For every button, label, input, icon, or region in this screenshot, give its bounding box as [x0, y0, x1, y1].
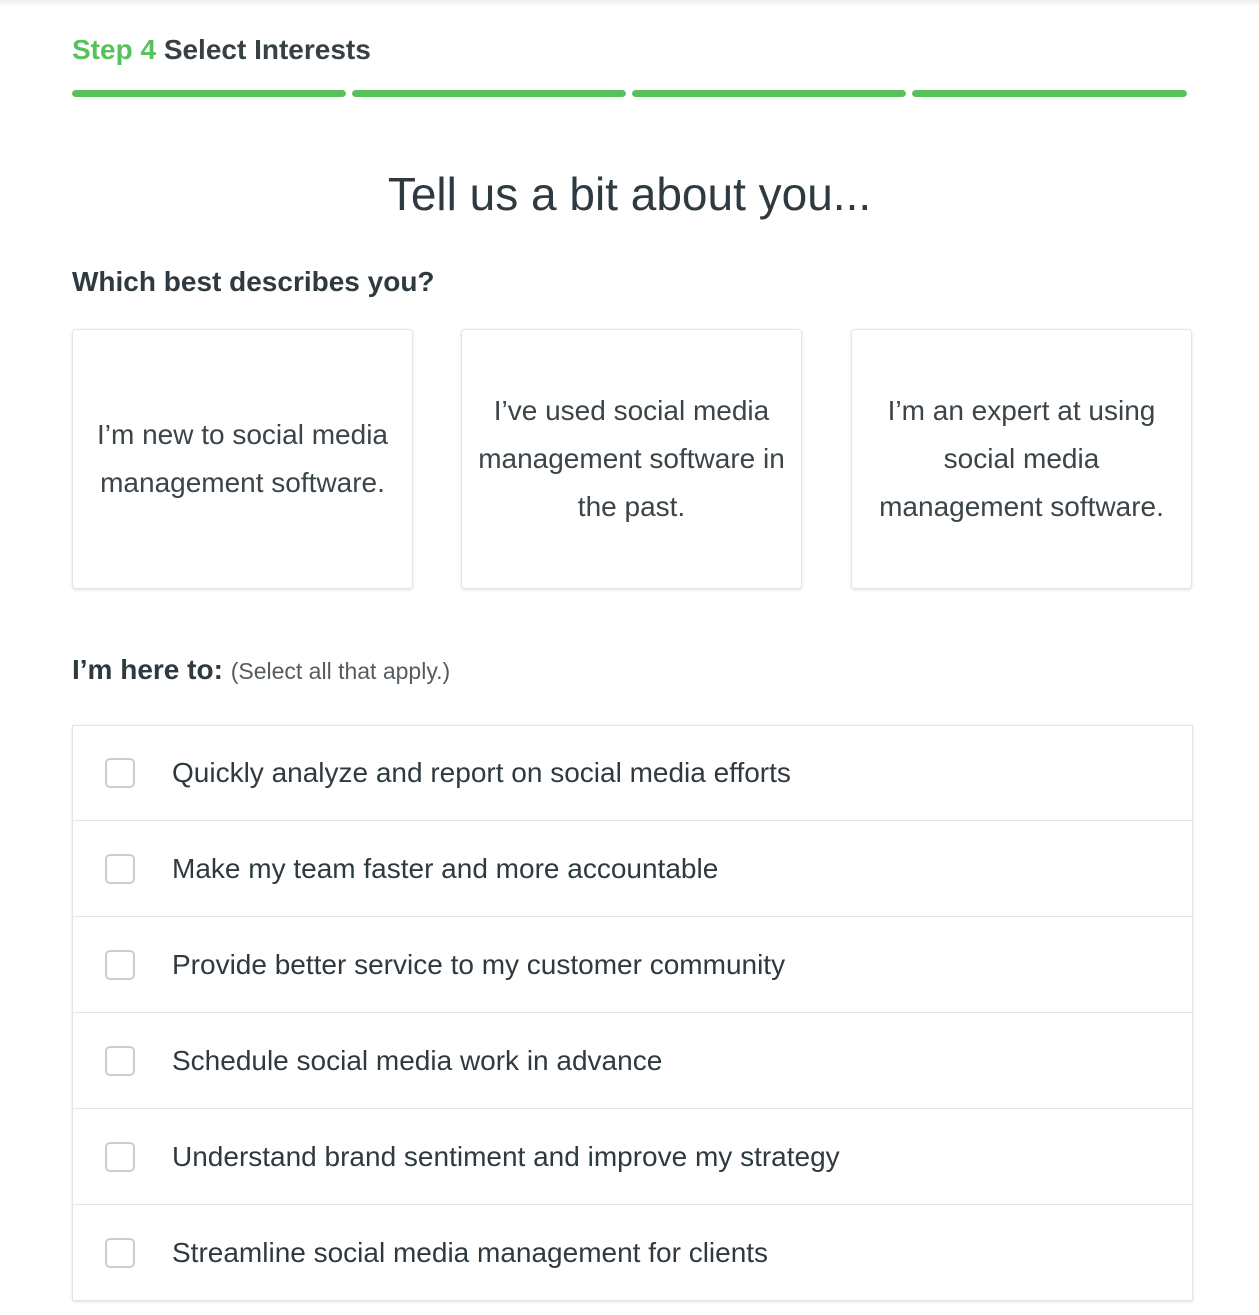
step-number: Step 4 [72, 34, 157, 65]
checkbox[interactable] [105, 950, 135, 980]
interest-option-analyze[interactable] [72, 725, 1193, 821]
progress-bar [72, 90, 1187, 97]
interest-option-label: Understand brand sentiment and improve my strategy [172, 1140, 840, 1172]
progress-segment [632, 90, 906, 97]
progress-segment-fill [352, 90, 626, 97]
progress-segment-fill [632, 90, 906, 97]
describe-question: Which best describes you? [72, 266, 435, 297]
experience-card-label: I’m an expert at using social media management software. [879, 395, 1164, 522]
interest-option-label: Schedule social media work in advance [172, 1044, 663, 1076]
progress-segment [912, 90, 1187, 97]
here-question-hint: (Select all that apply.) [230, 658, 451, 684]
here-question [72, 653, 450, 688]
interest-option-label: Provide better service to my customer community [172, 948, 786, 980]
interest-option-team[interactable] [72, 821, 1193, 917]
checkbox[interactable] [105, 1142, 135, 1172]
progress-segment-fill [912, 90, 1187, 97]
interest-option-service[interactable] [72, 917, 1193, 1013]
interest-option-sentiment[interactable] [72, 1109, 1193, 1205]
experience-card-used[interactable] [461, 329, 802, 589]
checkbox[interactable] [105, 1238, 135, 1268]
page-title: Tell us a bit about you... [387, 168, 872, 220]
progress-segment [352, 90, 626, 97]
step-title: Select Interests [163, 34, 371, 65]
experience-card-expert[interactable] [851, 329, 1192, 589]
interest-option-label: Quickly analyze and report on social media efforts [172, 757, 791, 788]
checkbox[interactable] [105, 854, 135, 884]
progress-segment [72, 90, 346, 97]
experience-card-label: I’m new to social media management software. [96, 419, 388, 498]
top-shadow [0, 0, 1259, 6]
experience-card-new[interactable] [72, 329, 413, 589]
experience-cards [72, 329, 1193, 589]
checkbox[interactable] [105, 758, 135, 788]
interest-option-label: Streamline social media management for clients [172, 1236, 769, 1268]
interest-options [72, 725, 1193, 1301]
interest-option-clients[interactable] [72, 1205, 1193, 1301]
progress-segment-fill [72, 90, 346, 97]
checkbox[interactable] [105, 1046, 135, 1076]
step-header [72, 33, 371, 67]
interest-option-schedule[interactable] [72, 1013, 1193, 1109]
experience-card-label: I’ve used social media management software in the past. [478, 395, 785, 522]
interest-option-label: Make my team faster and more accountable [172, 852, 719, 884]
here-question-label: I’m here to: [72, 654, 223, 685]
